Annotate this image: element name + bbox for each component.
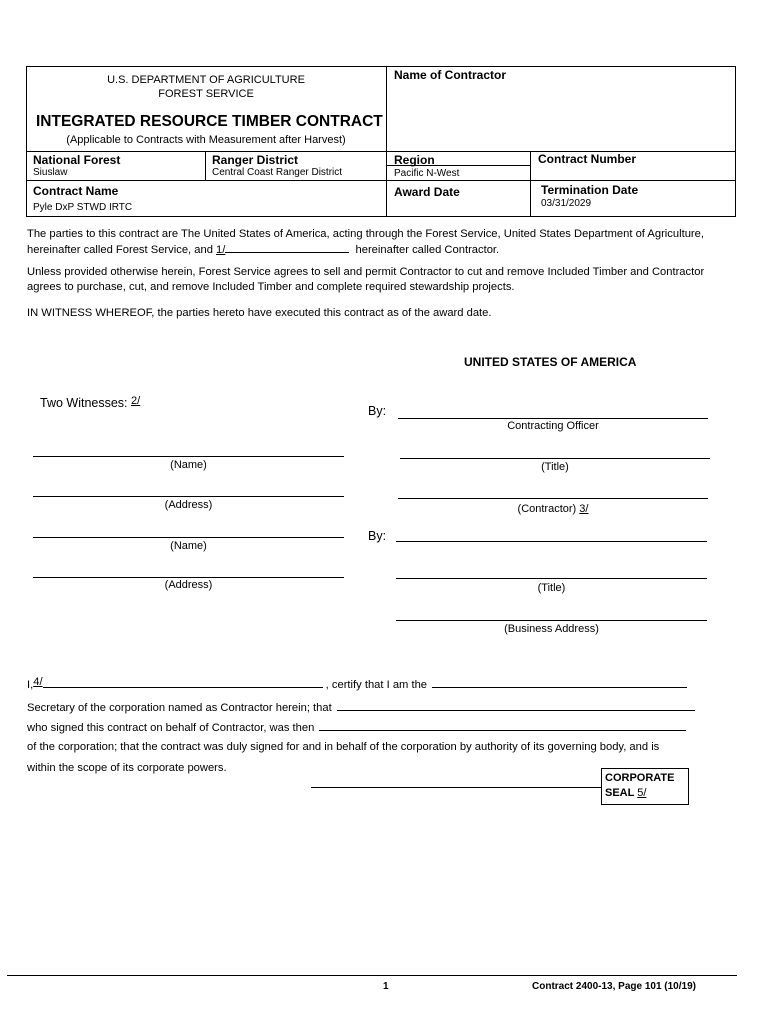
signer-title-blank[interactable] bbox=[319, 720, 686, 731]
ranger-district-label: Ranger District bbox=[212, 153, 299, 167]
region-value[interactable]: Pacific N-West bbox=[394, 168, 460, 179]
agreement-line-1: Unless provided otherwise herein, Forest Service agrees to sell and permit Contractor to cut and remove Included Timber and Contractor bbox=[27, 266, 705, 278]
officer-title-caption: (Title) bbox=[541, 461, 569, 473]
witness-whereof-paragraph: IN WITNESS WHEREOF, the parties hereto have executed this contract as of the award date. bbox=[27, 307, 492, 319]
form-id: Contract 2400-13, Page 101 (10/19) bbox=[532, 981, 696, 992]
footnote-4: 4/ bbox=[33, 676, 43, 688]
document-subtitle: (Applicable to Contracts with Measurement after Harvest) bbox=[66, 134, 346, 146]
footnote-5: 5/ bbox=[637, 787, 647, 799]
contractor-title-line[interactable] bbox=[396, 578, 707, 579]
within-scope-line: within the scope of its corporate powers. bbox=[27, 762, 227, 774]
witness-1-address-caption: (Address) bbox=[164, 499, 213, 511]
witness-1-address-line[interactable] bbox=[33, 496, 344, 497]
name-of-contractor-label: Name of Contractor bbox=[394, 68, 507, 82]
witness-2-address-line[interactable] bbox=[33, 577, 344, 578]
by-label-2: By: bbox=[368, 529, 387, 543]
footnote-2: 2/ bbox=[131, 395, 141, 407]
contract-number-label: Contract Number bbox=[538, 152, 637, 166]
termination-date-label: Termination Date bbox=[541, 183, 639, 197]
contractor-name-blank[interactable] bbox=[225, 242, 349, 253]
contracting-officer-caption: Contracting Officer bbox=[507, 420, 599, 432]
who-signed-line bbox=[27, 720, 686, 736]
business-address-line[interactable] bbox=[396, 620, 707, 621]
parties-line-1: The parties to this contract are The United States of America, acting through the Forest Service, United States Department of Agriculture, bbox=[27, 228, 704, 240]
ranger-district-value[interactable]: Central Coast Ranger District bbox=[212, 167, 343, 178]
footnote-1: 1/ bbox=[216, 244, 226, 256]
business-address-caption: (Business Address) bbox=[504, 623, 599, 635]
secretary-text: Secretary of the corporation named as Contractor herein; that bbox=[27, 702, 332, 714]
termination-date-value[interactable]: 03/31/2029 bbox=[541, 198, 592, 209]
page-number: 1 bbox=[383, 981, 389, 992]
secretary-line bbox=[27, 700, 695, 716]
contractor-title-caption: (Title) bbox=[537, 582, 566, 594]
witness-1-name-caption: (Name) bbox=[170, 459, 207, 471]
parties-line-2b: hereinafter called Contractor. bbox=[355, 244, 500, 256]
certifier-name-blank[interactable] bbox=[43, 677, 323, 688]
seal-text: SEAL bbox=[605, 787, 635, 799]
document-title: INTEGRATED RESOURCE TIMBER CONTRACT bbox=[36, 113, 383, 130]
officer-title-line[interactable] bbox=[400, 458, 710, 459]
contractor-caption-text: (Contractor) bbox=[517, 503, 577, 515]
secretary-signature-line[interactable] bbox=[311, 787, 601, 788]
usa-signature-line[interactable] bbox=[398, 418, 708, 419]
certifier-title-blank[interactable] bbox=[432, 677, 687, 688]
parties-paragraph bbox=[27, 227, 747, 258]
two-witnesses-text: Two Witnesses: bbox=[40, 396, 128, 410]
contractor-line[interactable] bbox=[398, 498, 708, 499]
two-witnesses-label bbox=[40, 396, 140, 410]
agreement-line-2: agrees to purchase, cut, and remove Included Timber and complete required stewardship projects. bbox=[27, 281, 515, 293]
i-label: I, bbox=[27, 679, 34, 691]
award-date-field[interactable] bbox=[390, 200, 528, 214]
witness-1-name-line[interactable] bbox=[33, 456, 344, 457]
certify-text: , certify that I am the bbox=[325, 679, 428, 691]
certify-line bbox=[27, 677, 687, 693]
footnote-3: 3/ bbox=[579, 503, 589, 515]
by-label-1: By: bbox=[368, 404, 387, 418]
department-name bbox=[27, 73, 385, 101]
seal-line-1: CORPORATE bbox=[605, 772, 675, 784]
national-forest-label: National Forest bbox=[33, 153, 121, 167]
parties-line-2a: hereinafter called Forest Service, and bbox=[27, 244, 217, 256]
witness-2-address-caption: (Address) bbox=[164, 579, 213, 591]
region-label: Region bbox=[394, 153, 435, 167]
agreement-paragraph bbox=[27, 265, 747, 295]
who-signed-text: who signed this contract on behalf of Contractor, was then bbox=[27, 722, 315, 734]
contract-number-field[interactable] bbox=[532, 166, 732, 179]
national-forest-value[interactable]: Siuslaw bbox=[33, 167, 68, 178]
signer-name-blank[interactable] bbox=[337, 700, 695, 711]
corporate-seal-box[interactable] bbox=[601, 768, 689, 805]
contract-name-value[interactable]: Pyle DxP STWD IRTC bbox=[33, 202, 133, 213]
of-corporation-line: of the corporation; that the contract was duly signed for and in behalf of the corporation by authority of its governing body, and is bbox=[27, 741, 660, 753]
name-of-contractor-field[interactable] bbox=[388, 84, 734, 150]
contract-name-label: Contract Name bbox=[33, 184, 119, 198]
contractor-caption bbox=[398, 503, 708, 515]
witness-2-name-line[interactable] bbox=[33, 537, 344, 538]
usa-heading: UNITED STATES OF AMERICA bbox=[464, 355, 637, 369]
footer-rule bbox=[7, 975, 737, 976]
dept-line-2: FOREST SERVICE bbox=[158, 88, 254, 100]
dept-line-1: U.S. DEPARTMENT OF AGRICULTURE bbox=[107, 74, 305, 86]
witness-2-name-caption: (Name) bbox=[170, 540, 207, 552]
contractor-signature-line[interactable] bbox=[396, 541, 707, 542]
seal-line-2 bbox=[605, 786, 688, 801]
award-date-label: Award Date bbox=[394, 185, 460, 199]
